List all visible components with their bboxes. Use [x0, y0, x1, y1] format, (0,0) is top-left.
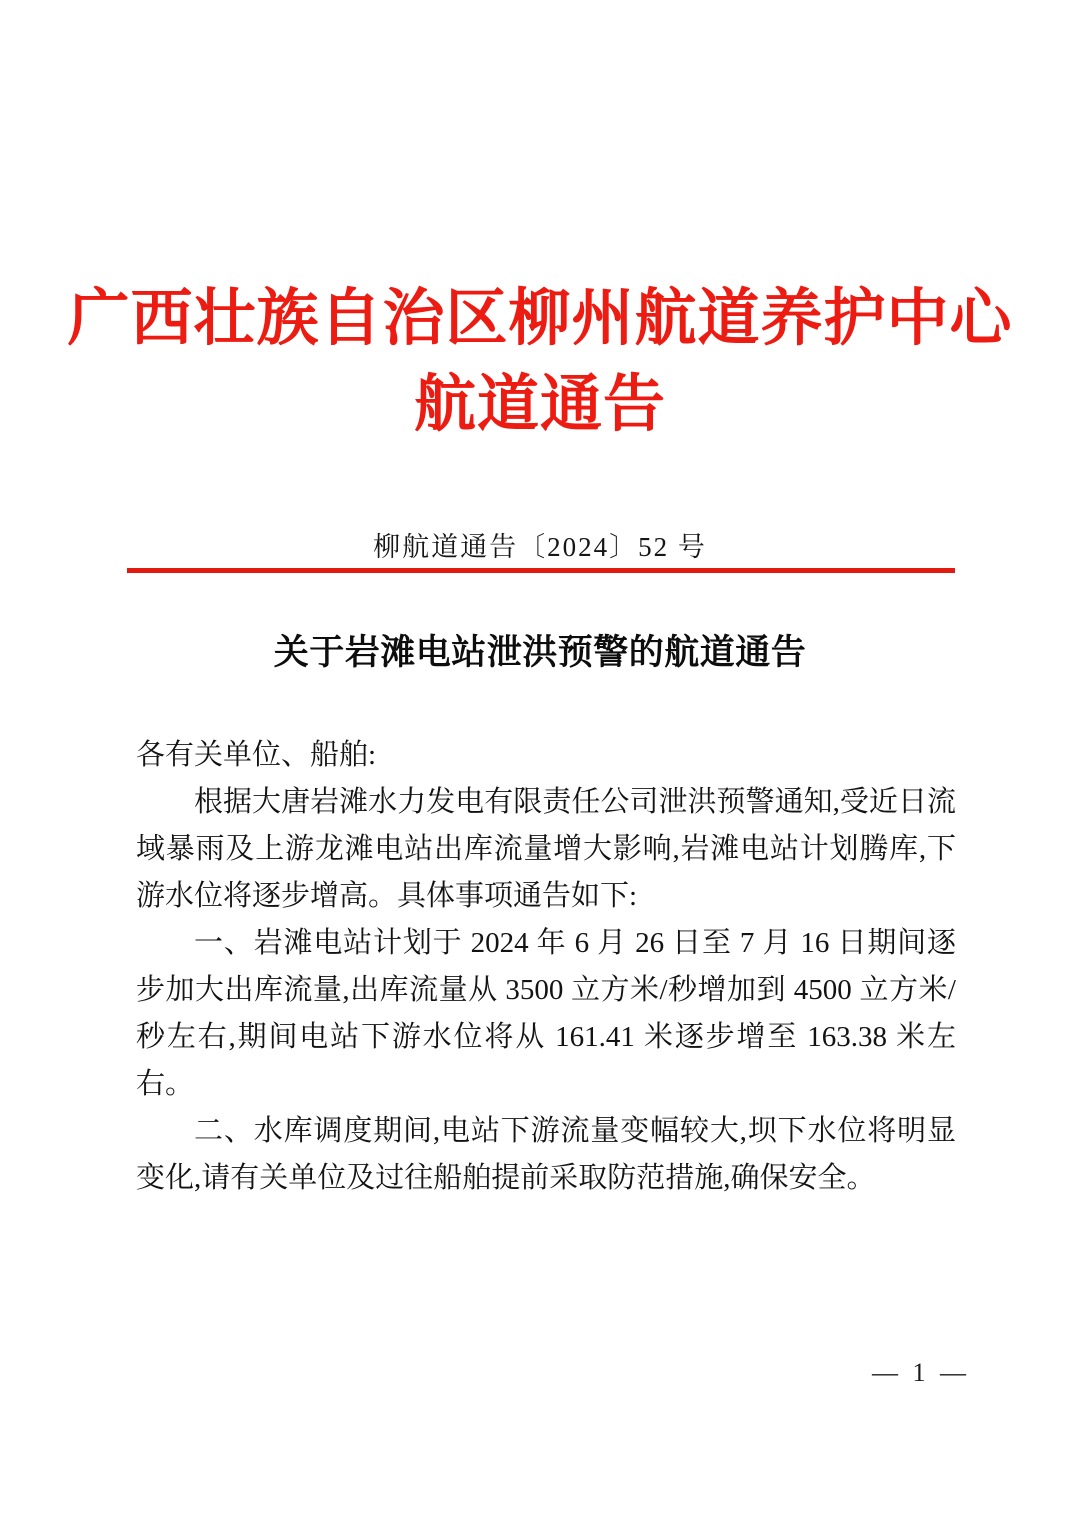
masthead	[0, 276, 1080, 448]
footer-page-number: — 1 —	[872, 1358, 970, 1387]
red-separator-rule	[127, 568, 955, 573]
masthead-title-line-2: 航道通告	[413, 370, 666, 439]
body-item-one: 一、岩滩电站计划于 2024 年 6 月 26 日至 7 月 16 日期间逐步加大出库流量,出库流量从 3500 立方米/秒增加到 4500 立方米/秒左右,期间电站下游水位将从 161.41 米逐步增至 163.38 米左右。	[136, 927, 956, 1100]
body-paragraph-intro: 根据大唐岩滩水力发电有限责任公司泄洪预警通知,受近日流域暴雨及上游龙滩电站出库流量增大影响,岩滩电站计划腾库,下游水位将逐步增高。具体事项通告如下:	[136, 786, 956, 912]
body-salutation: 各有关单位、船舶:	[136, 739, 377, 771]
body-item-two: 二、水库调度期间,电站下游流量变幅较大,坝下水位将明显变化,请有关单位及过往船舶提前采取防范措施,确保安全。	[136, 1115, 956, 1194]
document-serial-number: 柳航道通告〔2024〕52 号	[373, 532, 707, 562]
document-body	[136, 732, 956, 1202]
masthead-title-line-1: 广西壮族自治区柳州航道养护中心	[67, 284, 1013, 353]
document-subject-title: 关于岩滩电站泄洪预警的航道通告	[273, 633, 807, 672]
